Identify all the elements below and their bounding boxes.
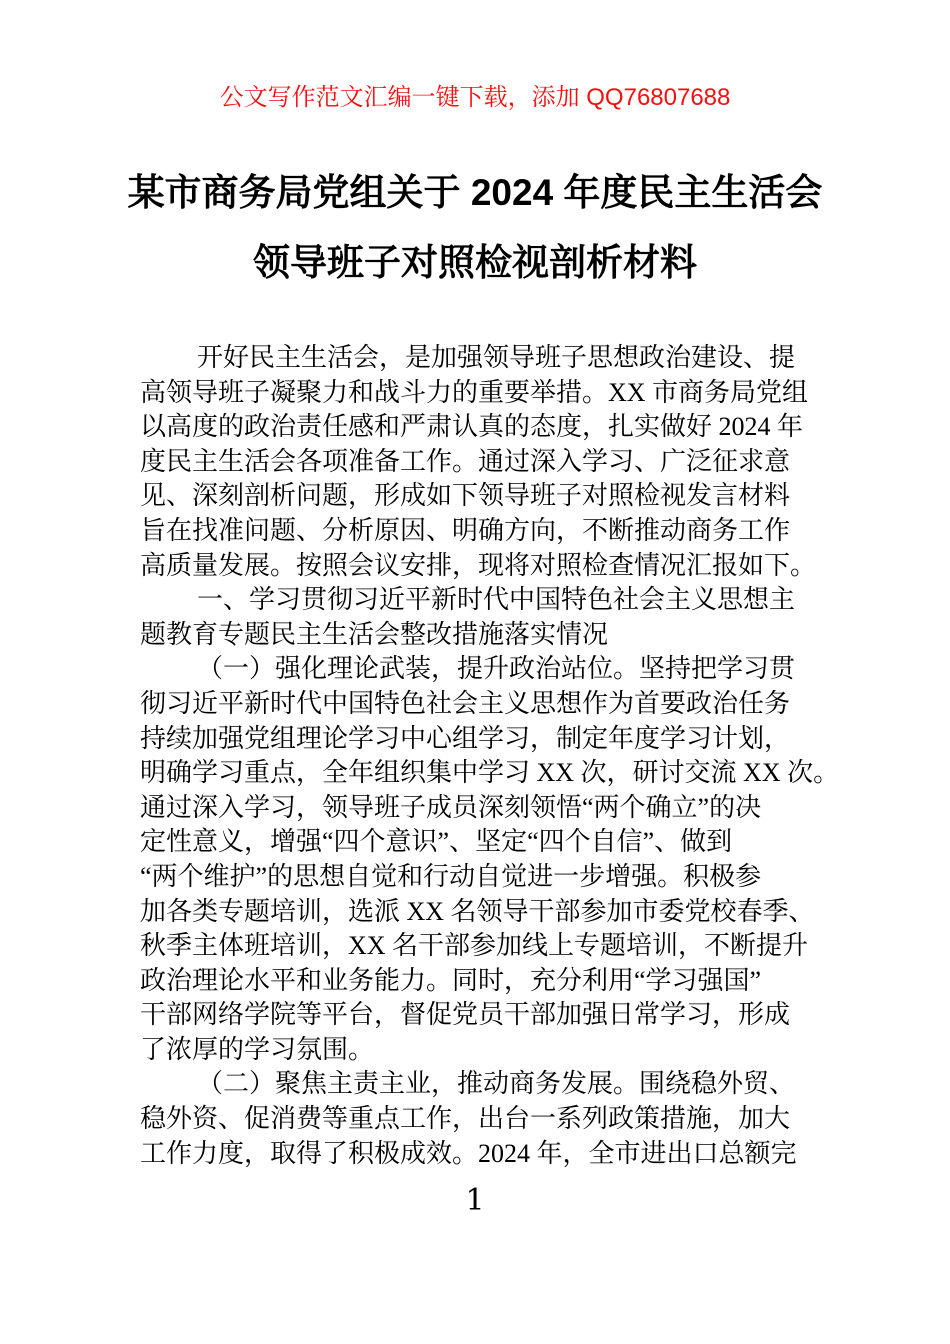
body-line: 秋季主体班培训，XX 名干部参加线上专题培训，不断提升	[140, 931, 809, 961]
body-line: 题教育专题民主生活会整改措施落实情况	[140, 619, 609, 649]
promo-banner	[0, 84, 950, 112]
title-line-1: 某市商务局党组关于 2024 年度民主生活会	[127, 172, 823, 213]
body-line: 旨在找准问题、分析原因、明确方向，不断推动商务工作	[140, 515, 791, 545]
body-line: 政治理论水平和业务能力。同时，充分利用“学习强国”	[140, 965, 762, 995]
body-line: （二）聚焦主责主业，推动商务发展。围绕稳外贸、	[197, 1069, 796, 1099]
body-line: （一）强化理论武装，提升政治站位。坚持把学习贯	[197, 654, 796, 684]
body-line: 干部网络学院等平台，督促党员干部加强日常学习，形成	[140, 1000, 791, 1030]
body-line: 彻习近平新时代中国特色社会主义思想作为首要政治任务	[140, 688, 791, 718]
body-line: 一、学习贯彻习近平新时代中国特色社会主义思想主	[197, 585, 796, 615]
body-line: 稳外资、促消费等重点工作，出台一系列政策措施，加大	[140, 1104, 791, 1134]
body-line: 度民主生活会各项准备工作。通过深入学习、广泛征求意	[140, 446, 791, 476]
body-line: 以高度的政治责任感和严肃认真的态度，扎实做好 2024 年	[140, 412, 804, 442]
promo-text: 公文写作范文汇编一键下载，添加 QQ76807688	[219, 84, 731, 111]
body-line: 了浓厚的学习氛围。	[140, 1034, 375, 1064]
body-line: 加各类专题培训，选派 XX 名领导干部参加市委党校春季、	[140, 896, 815, 926]
page-footer	[0, 1184, 950, 1218]
body-line: 明确学习重点，全年组织集中学习 XX 次，研讨交流 XX 次。	[140, 758, 840, 788]
body-line: 通过深入学习，领导班子成员深刻领悟“两个确立”的决	[140, 792, 762, 822]
body-line: 见、深刻剖析问题，形成如下领导班子对照检视发言材料	[140, 481, 791, 511]
page-number: 1	[465, 1183, 485, 1218]
document-body	[140, 341, 840, 1171]
body-line: 高领导班子凝聚力和战斗力的重要举措。XX 市商务局党组	[140, 377, 809, 407]
body-line: 定性意义，增强“四个意识”、坚定“四个自信”、做到	[140, 827, 733, 857]
body-line: 持续加强党组理论学习中心组学习，制定年度学习计划，	[140, 723, 791, 753]
body-line: 工作力度，取得了积极成效。2024 年，全市进出口总额完	[140, 1138, 797, 1168]
title-line-2: 领导班子对照检视剖析材料	[253, 242, 697, 283]
body-line: “两个维护”的思想自觉和行动自觉进一步增强。积极参	[140, 861, 762, 891]
body-line: 开好民主生活会，是加强领导班子思想政治建设、提	[197, 343, 796, 372]
document-title	[0, 158, 950, 298]
body-line: 高质量发展。按照会议安排，现将对照检查情况汇报如下。	[140, 550, 817, 580]
